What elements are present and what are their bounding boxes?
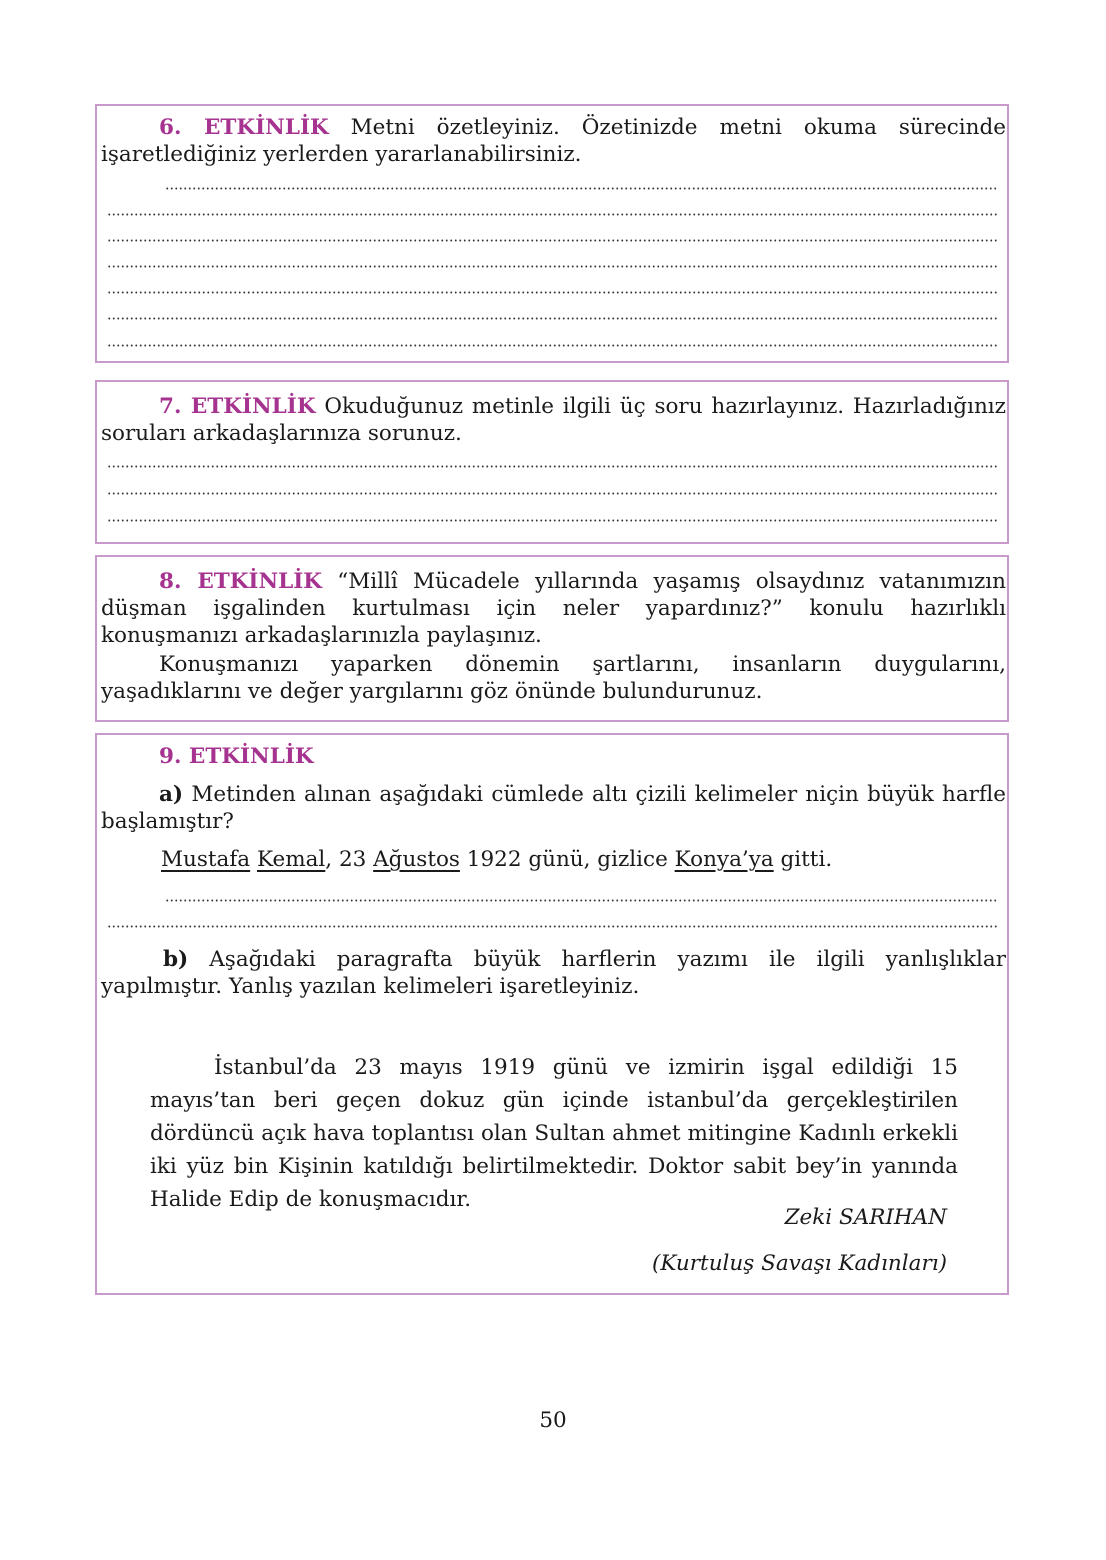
question-b-label: b) [163, 947, 189, 972]
activity-6-heading: 6. ETKİNLİK [159, 115, 329, 140]
activity-8-paragraph: Konuşmanızı yaparken dönemin şartlarını, insanların duygularını, yaşadıklarını ve değer yargılarını göz önünde bulundurunuz. [101, 652, 1006, 704]
answer-line[interactable] [107, 925, 997, 928]
quote-paragraph: İstanbul’da 23 mayıs 1919 günü ve izmirin işgal edildiği 15 mayıs’tan beri geçen dokuz gün içinde istanbul’da gerçekleştirilen dördüncü açık hava toplantısı olan Sultan ahmet mitingine Kadınlı erkekli iki yüz bin Kişinin katıldığı belirtilmektedir. Doktor sabit bey’in yanında Halide Edip de konuşmacıdır. [150, 1055, 958, 1212]
answer-line[interactable] [107, 291, 997, 294]
answer-line[interactable] [107, 213, 997, 216]
question-a: a) Metinden alınan aşağıdaki cümlede altı çizili kelimeler niçin büyük harfle başlamıştır? [101, 782, 1006, 834]
activity-8-box [95, 555, 1009, 722]
answer-line[interactable] [165, 187, 997, 190]
activity-8-heading: 8. ETKİNLİK [159, 569, 322, 594]
activity-7-heading: 7. ETKİNLİK [159, 394, 316, 419]
answer-line[interactable] [107, 492, 997, 495]
answer-line[interactable] [107, 519, 997, 522]
activity-6-box [95, 104, 1009, 363]
answer-line[interactable] [107, 317, 997, 320]
question-b: b) Aşağıdaki paragrafta büyük harflerin yazımı ile ilgili yanlışlıklar yapılmıştır. Yanlış yazılan kelimeleri işaretleyiniz. [101, 947, 1006, 999]
answer-line[interactable] [107, 344, 997, 347]
quote-author: Zeki SARIHAN [784, 1205, 947, 1230]
quote-source: (Kurtuluş Savaşı Kadınları) [651, 1251, 947, 1276]
answer-line[interactable] [165, 899, 997, 902]
page-number: 50 [539, 1408, 567, 1433]
example-sentence: Mustafa Kemal, 23 Ağustos 1922 günü, gizlice Konya’ya gitti. [161, 847, 833, 872]
activity-9-heading: 9. ETKİNLİK [159, 744, 314, 769]
activity-7-box [95, 380, 1009, 544]
question-a-label: a) [159, 782, 184, 807]
activity-6-instruction: 6. ETKİNLİK Metni özetleyiniz. Özetinizde metni okuma sürecinde işaretlediğiniz yerlerden yararlanabilirsiniz. [101, 115, 1006, 167]
activity-9-box [95, 733, 1009, 1295]
answer-line[interactable] [107, 265, 997, 268]
answer-line[interactable] [107, 239, 997, 242]
answer-line[interactable] [107, 465, 997, 468]
activity-8-instruction: 8. ETKİNLİK “Millî Mücadele yıllarında yaşamış olsaydınız vatanımızın düşman işgalinden kurtulması için neler yapardınız?” konulu hazırlıklı konuşmanızı arkadaşlarınızla paylaşınız. [101, 569, 1006, 648]
activity-7-instruction: 7. ETKİNLİK Okuduğunuz metinle ilgili üç soru hazırlayınız. Hazırladığınız soruları arkadaşlarınıza sorunuz. [101, 394, 1006, 446]
